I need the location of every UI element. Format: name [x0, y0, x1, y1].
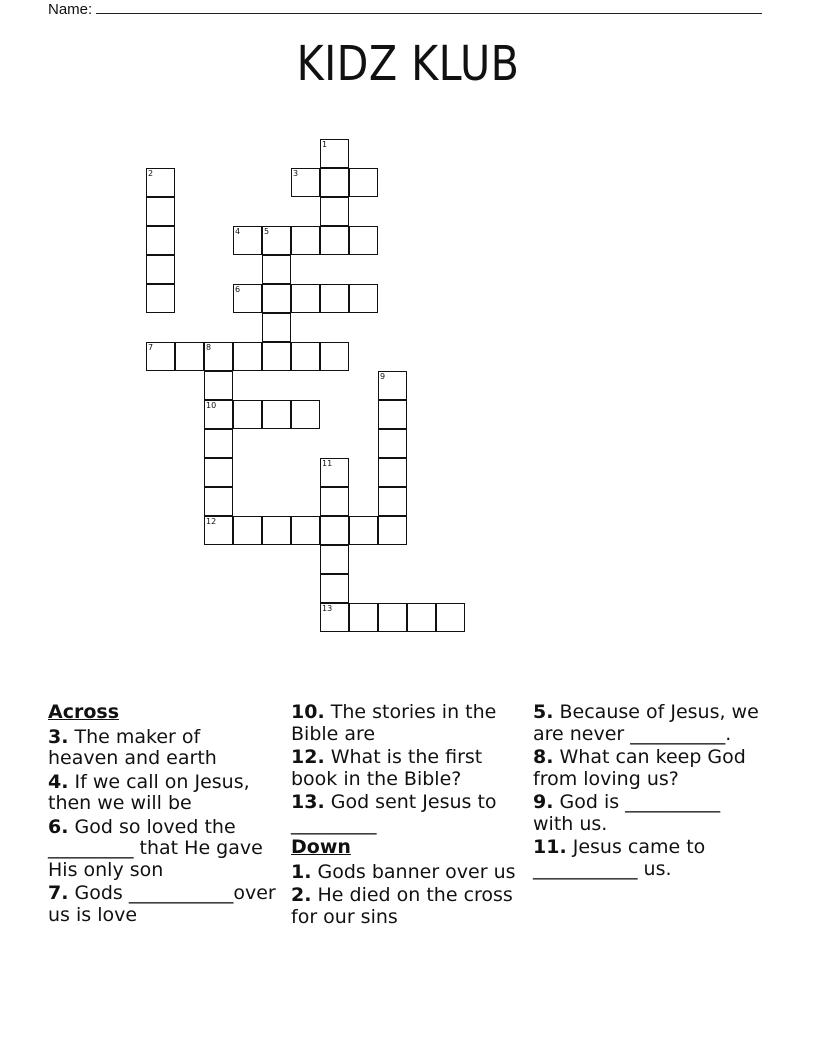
grid-cell[interactable] — [378, 400, 407, 429]
grid-cell-5[interactable] — [262, 226, 291, 255]
clue-text: God sent Jesus to _________ — [291, 791, 497, 835]
grid-cell-10[interactable] — [204, 400, 233, 429]
grid-cell[interactable] — [233, 400, 262, 429]
clue-text: God so loved the _________ that He gave His only son — [48, 815, 263, 881]
grid-cell[interactable] — [175, 342, 204, 371]
grid-cell-9[interactable] — [378, 371, 407, 400]
grid-cell[interactable] — [146, 284, 175, 313]
grid-cell[interactable] — [262, 516, 291, 545]
clue-down-5 — [533, 702, 763, 745]
clue-number: 4. — [48, 770, 69, 793]
grid-cell[interactable] — [378, 429, 407, 458]
clue-down-11 — [533, 837, 763, 880]
grid-cell-8[interactable] — [204, 342, 233, 371]
grid-cell[interactable] — [146, 226, 175, 255]
clue-text: Jesus came to ___________ us. — [533, 836, 706, 880]
down-heading: Down — [291, 836, 351, 858]
grid-cell[interactable] — [146, 255, 175, 284]
clue-number: 2. — [291, 884, 312, 906]
grid-number: 5 — [264, 227, 270, 236]
clue-column-3 — [533, 702, 763, 882]
clue-text: Gods ___________over us is love — [48, 882, 276, 926]
grid-cell[interactable] — [407, 603, 436, 632]
name-label: Name: — [48, 1, 93, 18]
grid-cell[interactable] — [378, 516, 407, 545]
grid-cell[interactable] — [436, 603, 465, 632]
clue-number: 10. — [291, 701, 325, 723]
grid-cell-13[interactable] — [320, 603, 349, 632]
clue-down-2 — [291, 885, 521, 928]
clue-column-1 — [48, 702, 276, 928]
grid-cell[interactable] — [146, 197, 175, 226]
grid-cell[interactable] — [262, 284, 291, 313]
clue-text: What is the first book in the Bible? — [291, 746, 483, 790]
clue-across-13 — [291, 792, 521, 835]
grid-number: 8 — [206, 343, 212, 352]
grid-cell-6[interactable] — [233, 284, 262, 313]
clue-text: He died on the cross for our sins — [291, 884, 513, 928]
grid-cell-12[interactable] — [204, 516, 233, 545]
clue-number: 12. — [291, 746, 325, 768]
clue-across-4 — [48, 772, 276, 815]
clue-number: 1. — [291, 860, 312, 883]
grid-cell[interactable] — [349, 284, 378, 313]
clue-number: 3. — [48, 725, 69, 748]
clue-number: 9. — [533, 791, 554, 813]
clue-across-6 — [48, 817, 276, 882]
grid-cell[interactable] — [262, 400, 291, 429]
grid-number: 9 — [380, 372, 386, 381]
grid-number: 4 — [235, 227, 241, 236]
grid-cell[interactable] — [204, 487, 233, 516]
clue-text: Gods banner over us — [317, 860, 516, 883]
clue-down-1 — [291, 862, 521, 884]
clue-across-3 — [48, 727, 276, 770]
grid-cell[interactable] — [378, 458, 407, 487]
across-heading: Across — [48, 701, 120, 723]
grid-number: 11 — [322, 459, 333, 468]
page-title: KIDZ KLUB — [296, 36, 520, 92]
clue-across-7 — [48, 883, 276, 926]
clue-text: What can keep God from loving us? — [533, 746, 746, 790]
grid-cell[interactable] — [320, 284, 349, 313]
clue-text: God is __________ with us. — [533, 791, 721, 835]
grid-cell[interactable] — [320, 516, 349, 545]
grid-cell[interactable] — [291, 284, 320, 313]
grid-cell[interactable] — [204, 371, 233, 400]
grid-cell[interactable] — [262, 342, 291, 371]
grid-cell[interactable] — [291, 342, 320, 371]
grid-cell[interactable] — [378, 487, 407, 516]
grid-cell[interactable] — [262, 313, 291, 342]
clue-text: If we call on Jesus, then we will be — [48, 770, 250, 814]
clue-text: Because of Jesus, we are never __________. — [533, 701, 759, 745]
grid-cell-1[interactable] — [320, 139, 349, 168]
grid-number: 12 — [206, 517, 217, 526]
grid-number: 2 — [148, 169, 154, 178]
grid-cell[interactable] — [320, 342, 349, 371]
clue-number: 13. — [291, 791, 325, 813]
grid-cell[interactable] — [291, 516, 320, 545]
grid-number: 3 — [293, 169, 299, 178]
grid-cell[interactable] — [204, 429, 233, 458]
clue-number: 6. — [48, 815, 69, 838]
clue-text: The maker of heaven and earth — [48, 725, 217, 769]
grid-number: 13 — [322, 604, 333, 613]
clue-number: 7. — [48, 882, 69, 904]
grid-cell[interactable] — [262, 255, 291, 284]
clue-across-12 — [291, 747, 521, 790]
grid-cell[interactable] — [320, 168, 349, 197]
clue-down-9 — [533, 792, 763, 835]
clue-number: 5. — [533, 701, 554, 723]
grid-number: 10 — [206, 401, 217, 410]
grid-cell[interactable] — [233, 342, 262, 371]
grid-cell[interactable] — [204, 458, 233, 487]
grid-number: 1 — [322, 140, 328, 149]
grid-cell[interactable] — [291, 400, 320, 429]
grid-cell-2[interactable] — [146, 168, 175, 197]
grid-cell[interactable] — [349, 168, 378, 197]
grid-cell-11[interactable] — [320, 458, 349, 487]
grid-cell[interactable] — [320, 574, 349, 603]
grid-number: 6 — [235, 285, 241, 294]
clue-number: 11. — [533, 836, 567, 858]
grid-cell[interactable] — [320, 545, 349, 574]
grid-number: 7 — [148, 343, 154, 352]
clue-down-8 — [533, 747, 763, 790]
grid-cell[interactable] — [320, 197, 349, 226]
grid-cell[interactable] — [349, 226, 378, 255]
grid-cell[interactable] — [291, 226, 320, 255]
grid-cell[interactable] — [378, 603, 407, 632]
clue-across-10 — [291, 702, 521, 745]
grid-cell[interactable] — [320, 226, 349, 255]
clue-column-2 — [291, 702, 521, 930]
clue-text: The stories in the Bible are — [291, 701, 497, 745]
grid-cell[interactable] — [233, 516, 262, 545]
clue-number: 8. — [533, 746, 554, 768]
grid-cell-4[interactable] — [233, 226, 262, 255]
grid-cell-7[interactable] — [146, 342, 175, 371]
grid-cell[interactable] — [320, 487, 349, 516]
grid-cell[interactable] — [349, 603, 378, 632]
grid-cell-3[interactable] — [291, 168, 320, 197]
grid-cell[interactable] — [349, 516, 378, 545]
